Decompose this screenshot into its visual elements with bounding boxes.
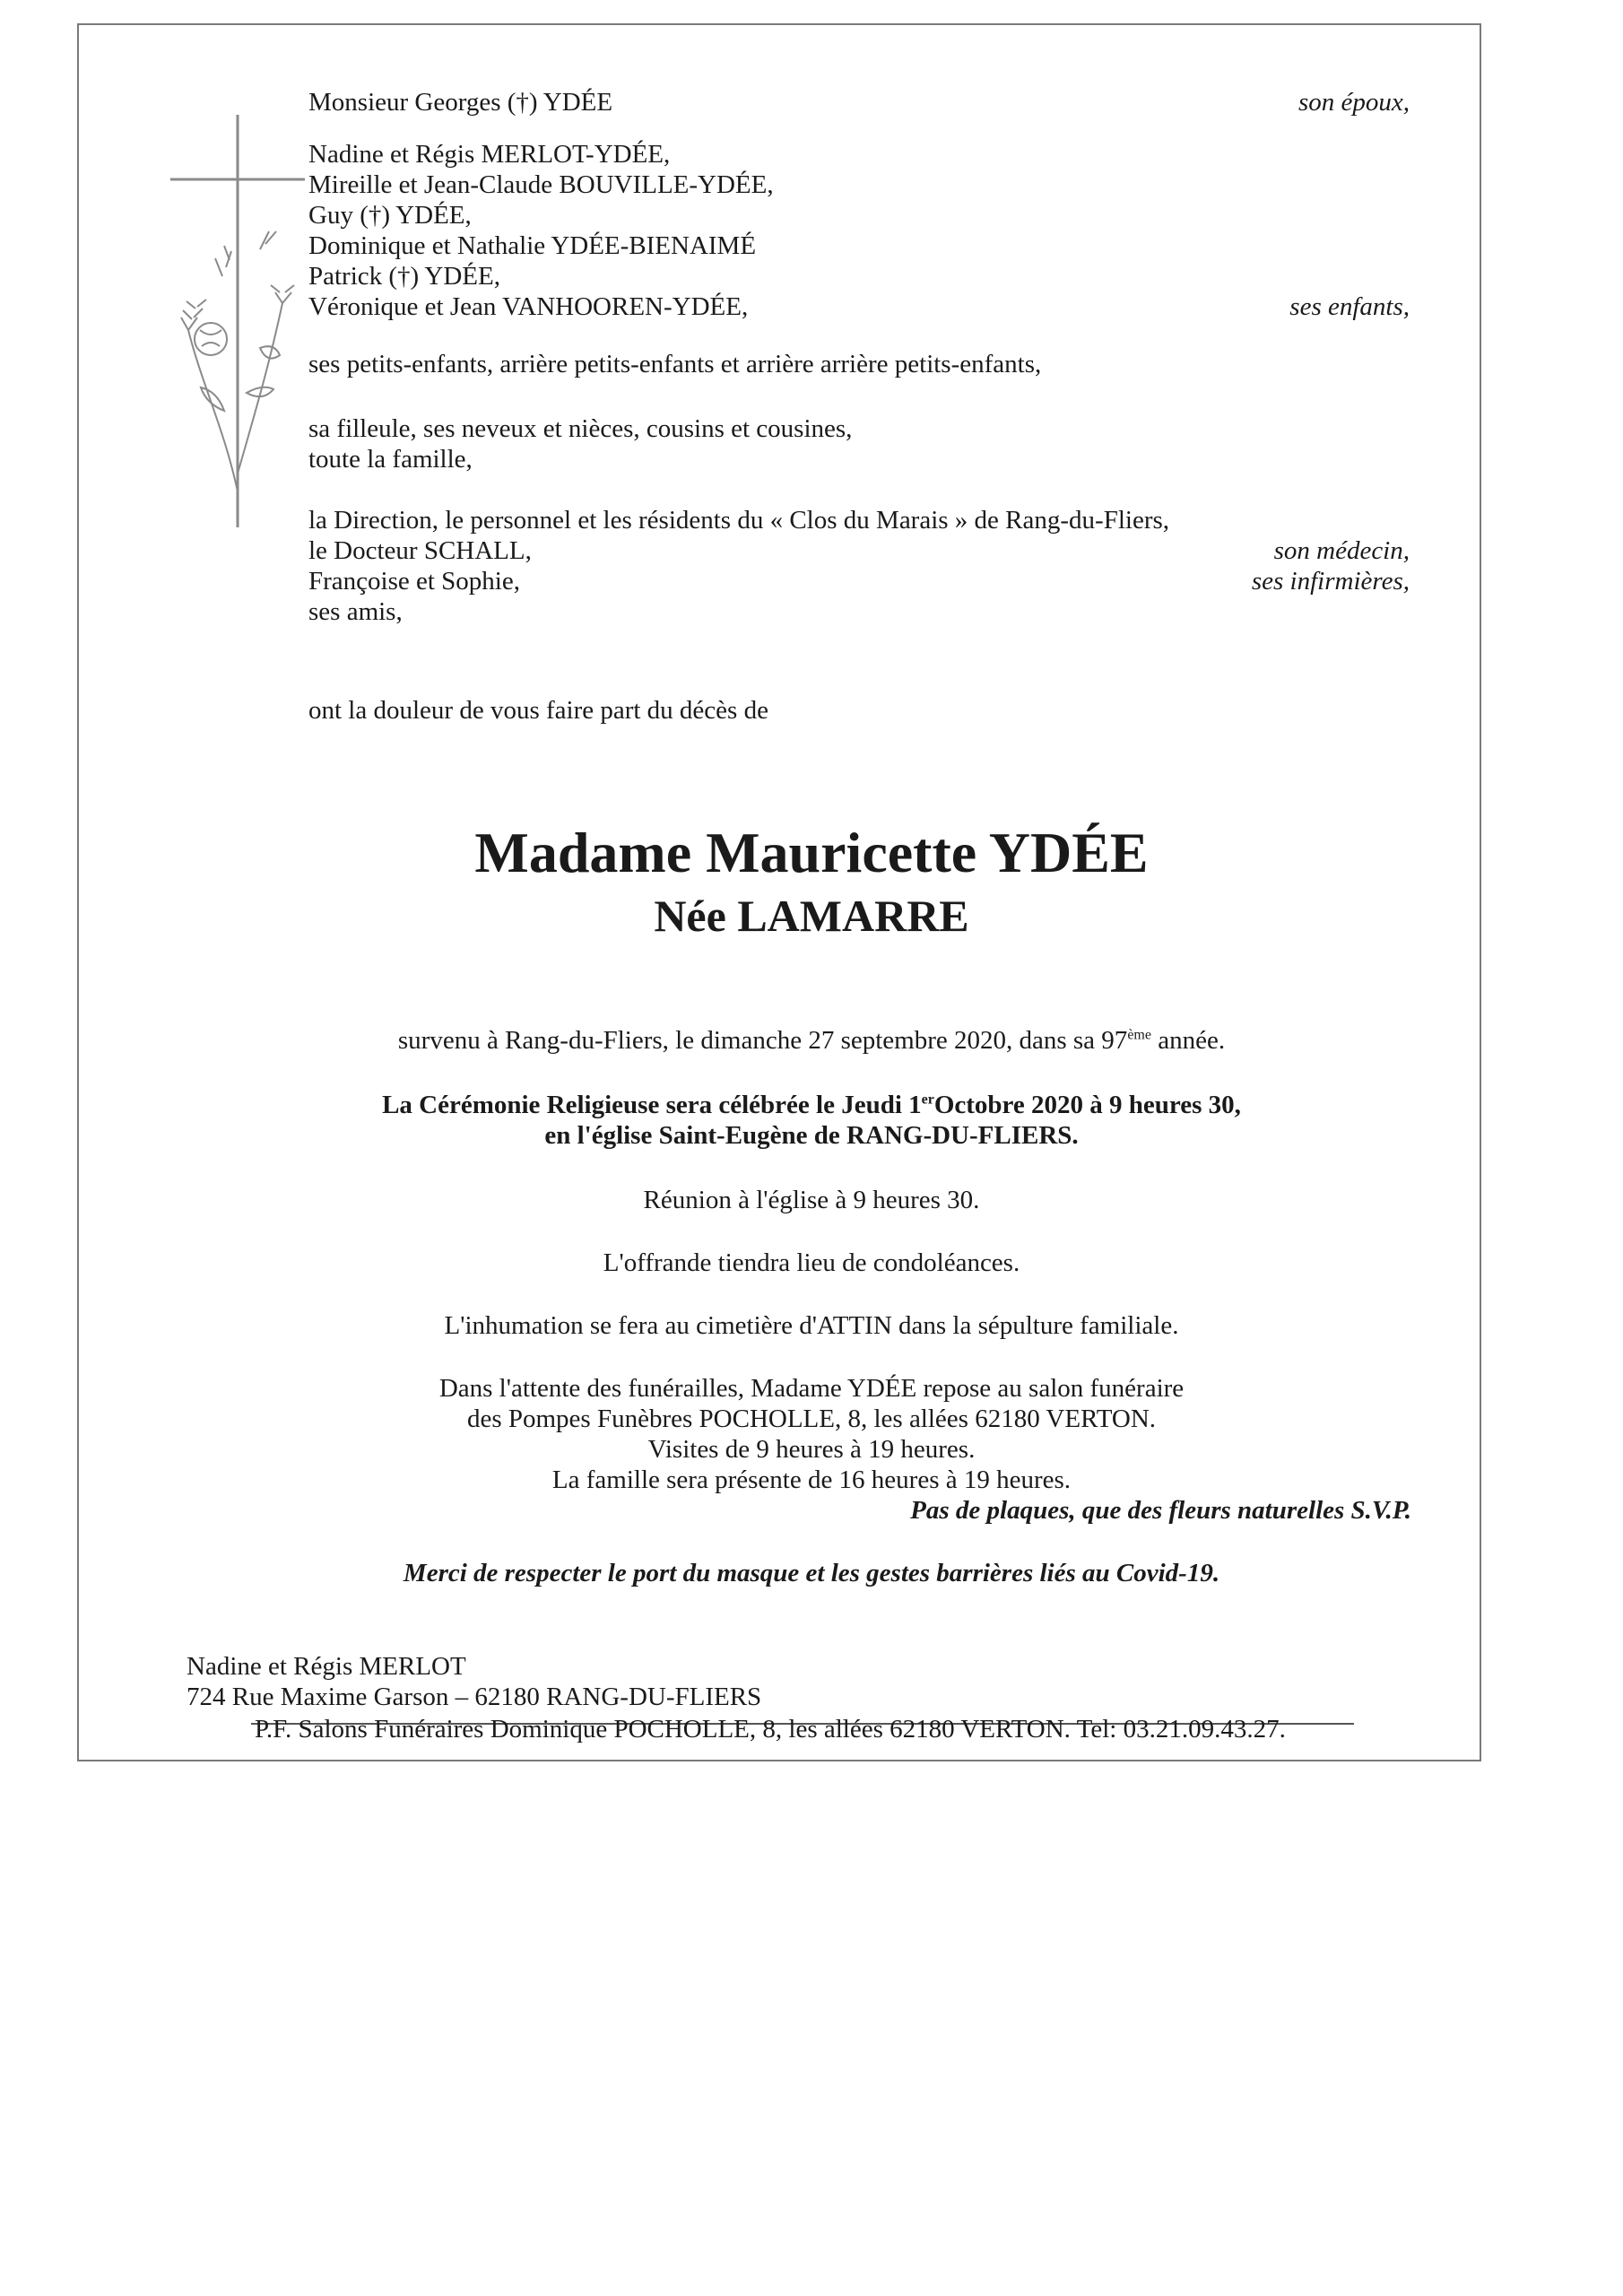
relation-enfants: ses enfants, bbox=[1289, 292, 1410, 321]
death-info bbox=[0, 1025, 1623, 1056]
contact-line-2: 724 Rue Maxime Garson – 62180 RANG-DU-FLIERS bbox=[187, 1683, 762, 1711]
ceremony-sup: er bbox=[921, 1091, 934, 1108]
no-plaques-text: Pas de plaques, que des fleurs naturelles S.V.P. bbox=[910, 1496, 1411, 1525]
cross-with-flowers-icon bbox=[170, 115, 305, 527]
salon-line-4: La famille sera présente de 16 heures à 19 heures. bbox=[551, 1465, 1072, 1494]
contact-line-1: Nadine et Régis MERLOT bbox=[187, 1652, 466, 1681]
ceremony-line-2: en l'église Saint-Eugène de RANG-DU-FLIERS. bbox=[544, 1121, 1079, 1150]
ceremony-text: La Cérémonie Religieuse sera célébrée le Jeudi 1 bbox=[382, 1091, 922, 1119]
ceremony-text-end: Octobre 2020 à 9 heures 30, bbox=[933, 1091, 1241, 1119]
family-line-10: toute la famille, bbox=[308, 445, 473, 474]
relation-infirmieres: ses infirmières, bbox=[1251, 567, 1410, 596]
death-sup: ème bbox=[1127, 1027, 1151, 1043]
reunion-text: Réunion à l'église à 9 heures 30. bbox=[643, 1186, 980, 1214]
family-line-13: Françoise et Sophie, bbox=[308, 567, 520, 596]
salon-line-2: des Pompes Funèbres POCHOLLE, 8, les allées 62180 VERTON. bbox=[466, 1405, 1157, 1433]
family-line-11: la Direction, le personnel et les résidents du « Clos du Marais » de Rang-du-Fliers, bbox=[308, 506, 1170, 535]
family-line-4: Guy (†) YDÉE, bbox=[308, 201, 472, 230]
family-line-1: Monsieur Georges (†) YDÉE bbox=[308, 88, 613, 117]
family-line-12: le Docteur SCHALL, bbox=[308, 536, 532, 565]
covid-text: Merci de respecter le port du masque et les gestes barrières liés au Covid-19. bbox=[403, 1559, 1220, 1587]
deceased-birth-name: Née LAMARRE bbox=[654, 891, 969, 941]
family-line-14: ses amis, bbox=[308, 597, 403, 626]
footer-text: P.F. Salons Funéraires Dominique POCHOLLE, 8, les allées 62180 VERTON. Tel: 03.21.09.43.27. bbox=[255, 1715, 1286, 1744]
offrande-text: L'offrande tiendra lieu de condoléances. bbox=[603, 1248, 1020, 1277]
death-text: survenu à Rang-du-Fliers, le dimanche 27 septembre 2020, dans sa 97 bbox=[397, 1026, 1128, 1055]
family-line-8: ses petits-enfants, arrière petits-enfants et arrière arrière petits-enfants, bbox=[308, 350, 1042, 378]
family-line-7: Véronique et Jean VANHOOREN-YDÉE, bbox=[308, 292, 749, 321]
death-text-end: année. bbox=[1150, 1026, 1226, 1055]
family-line-2: Nadine et Régis MERLOT-YDÉE, bbox=[308, 140, 671, 169]
ceremony-line-1 bbox=[0, 1090, 1623, 1120]
family-line-3: Mireille et Jean-Claude BOUVILLE-YDÉE, bbox=[308, 170, 774, 199]
relation-epoux: son époux, bbox=[1298, 88, 1410, 117]
announce-text: ont la douleur de vous faire part du décès de bbox=[308, 696, 768, 725]
relation-medecin: son médecin, bbox=[1273, 536, 1410, 565]
deceased-name: Madame Mauricette YDÉE bbox=[474, 821, 1149, 884]
inhumation-text: L'inhumation se fera au cimetière d'ATTIN dans la sépulture familiale. bbox=[444, 1311, 1179, 1340]
family-line-6: Patrick (†) YDÉE, bbox=[308, 262, 500, 291]
salon-line-3: Visites de 9 heures à 19 heures. bbox=[647, 1435, 976, 1464]
family-line-5: Dominique et Nathalie YDÉE-BIENAIMÉ bbox=[308, 231, 757, 260]
family-line-9: sa filleule, ses neveux et nièces, cousins et cousines, bbox=[308, 414, 853, 443]
salon-line-1: Dans l'attente des funérailles, Madame YDÉE repose au salon funéraire bbox=[438, 1374, 1185, 1403]
